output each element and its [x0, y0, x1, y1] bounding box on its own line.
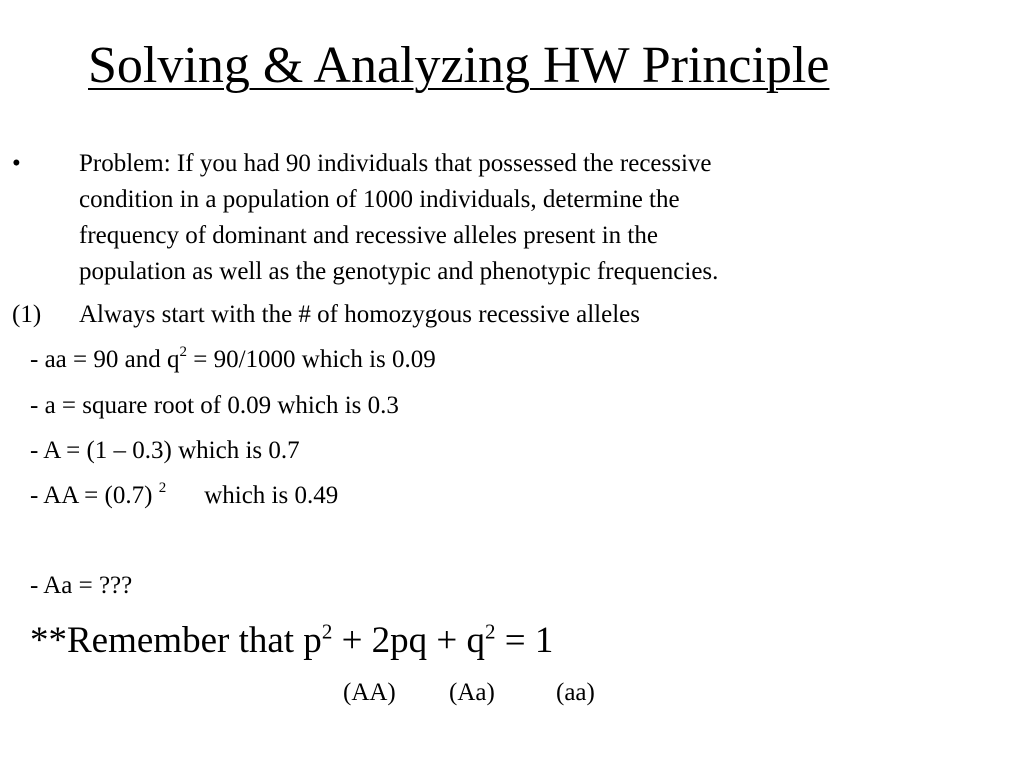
- slide-title: Solving & Analyzing HW Principle: [88, 37, 830, 94]
- step-text: Always start with the # of homozygous recessive alleles: [79, 301, 640, 328]
- calc-AA: [30, 478, 338, 514]
- remember-suffix: = 1: [495, 620, 554, 661]
- bullet-icon: •: [12, 150, 21, 177]
- calc-a: - a = square root of 0.09 which is 0.3: [30, 392, 399, 419]
- calc-aa-suffix: = 90/1000 which is 0.09: [186, 346, 436, 373]
- problem-line: condition in a population of 1000 individuals, determine the: [79, 186, 680, 213]
- remember-equation: [30, 618, 553, 664]
- remember-mid: + 2pq + q: [332, 620, 486, 661]
- remember-prefix: **Remember that p: [30, 620, 322, 661]
- problem-line: Problem: If you had 90 individuals that possessed the recessive: [79, 150, 712, 177]
- problem-line: frequency of dominant and recessive alleles present in the: [79, 222, 658, 249]
- genotype-label-Aa: (Aa): [449, 679, 495, 706]
- calc-AA-prefix: - AA = (0.7): [30, 482, 159, 509]
- calc-aa-prefix: - aa = 90 and q: [30, 346, 180, 373]
- calc-AA-suffix: which is 0.49: [204, 482, 339, 509]
- calc-aa: [30, 342, 436, 378]
- problem-line: population as well as the genotypic and phenotypic frequencies.: [79, 258, 719, 285]
- calc-Aa: - Aa = ???: [30, 572, 133, 599]
- calc-AA-exponent: 2: [158, 479, 167, 496]
- step-number: (1): [12, 301, 42, 328]
- genotype-label-aa: (aa): [556, 679, 595, 706]
- problem-statement: [79, 146, 979, 290]
- remember-exponent-2: 2: [485, 619, 496, 644]
- remember-exponent-1: 2: [321, 619, 333, 644]
- calc-A: - A = (1 – 0.3) which is 0.7: [30, 437, 300, 464]
- genotype-label-AA: (AA): [343, 679, 396, 706]
- calc-aa-exponent: 2: [179, 343, 187, 360]
